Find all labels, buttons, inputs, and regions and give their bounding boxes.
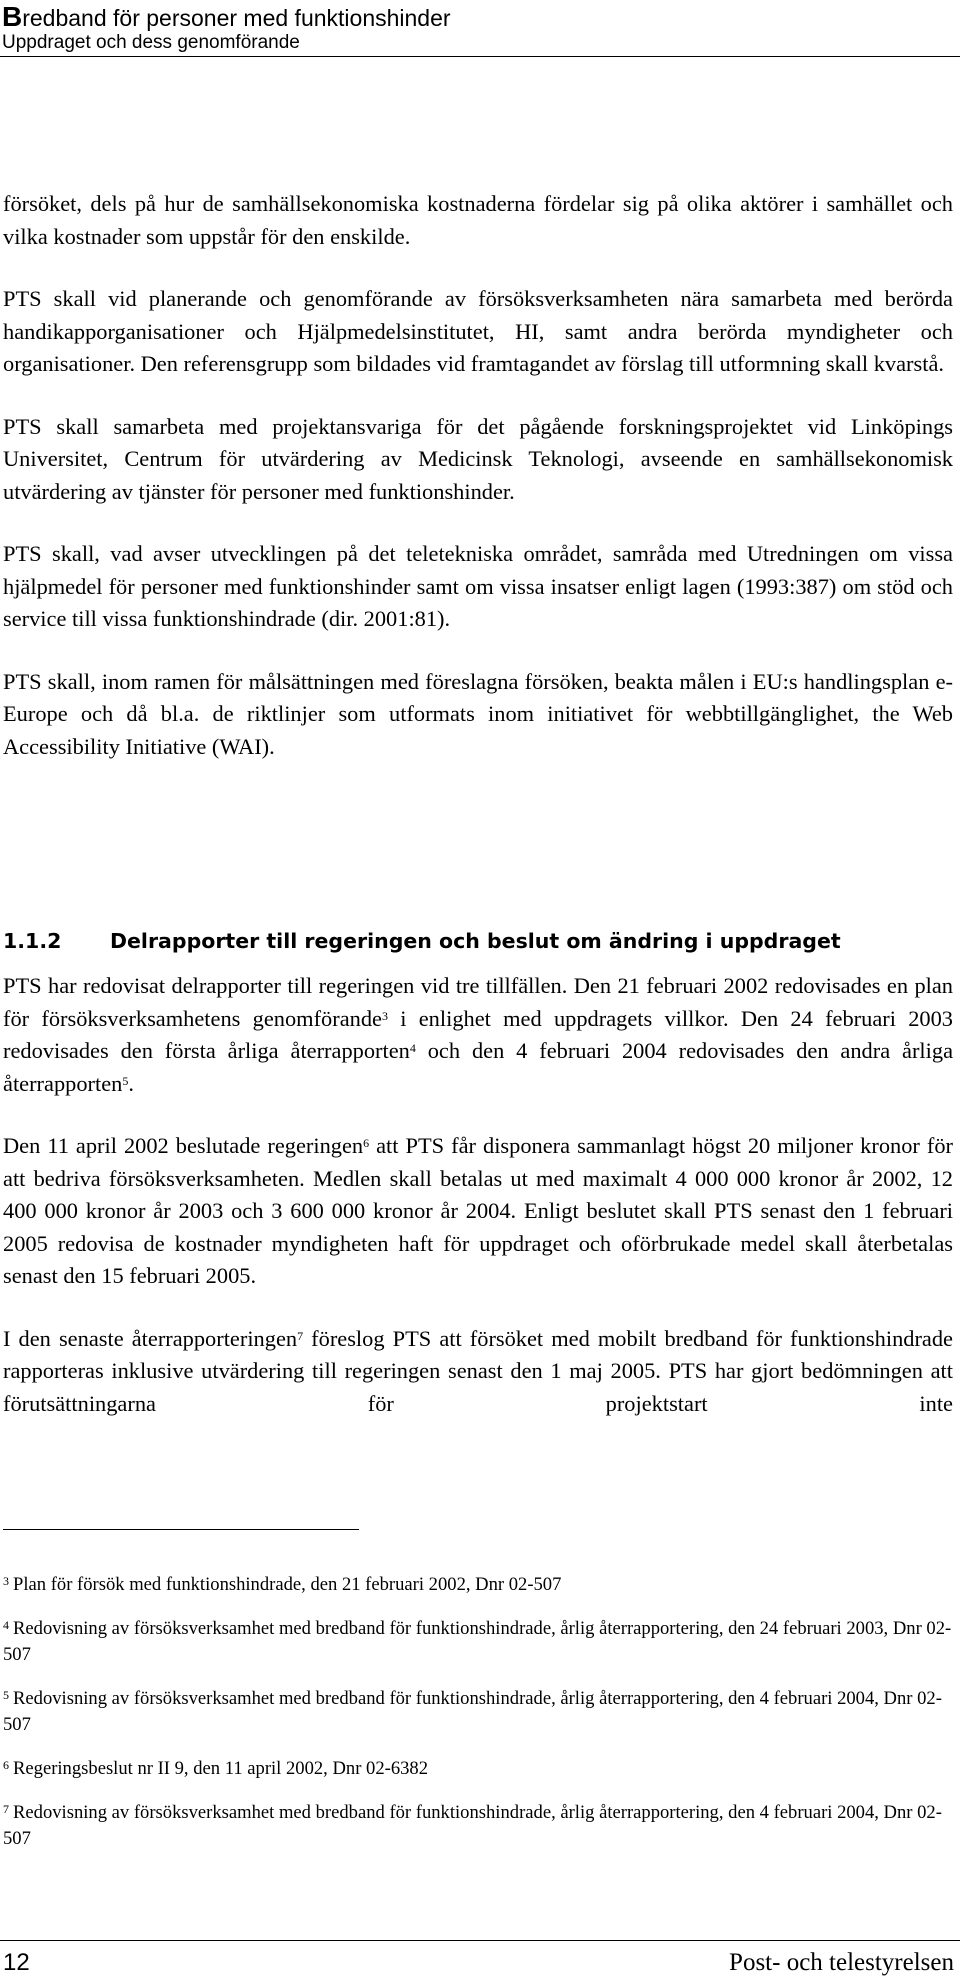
footnote-separator: [3, 1529, 359, 1530]
footnote-4: [3, 1616, 953, 1668]
paragraph-6: [3, 970, 953, 1100]
footnote-ref-7[interactable]: 7: [297, 1328, 304, 1343]
paragraph-8: [3, 1323, 953, 1421]
footnote-text: Plan för försök med funktionshindrade, den 21 februari 2002, Dnr 02-507: [13, 1574, 562, 1595]
footnote-text: Regeringsbeslut nr II 9, den 11 april 2002, Dnr 02-6382: [13, 1758, 429, 1779]
footnote-3: [3, 1572, 953, 1598]
paragraph-7-text-b: att PTS får disponera sammanlagt högst 20 miljoner kronor för att bedriva försöksverksamheten. Medlen skall betalas ut med maximalt 4 000 000 kronor år 2002, 12 400 000 kronor år 2003 och 3 600 000 kronor år 2004. Enligt beslutet skall PTS senast den 1 februari 2005 redovisa de kostnader myndigheten haft för uppdraget och oförbrukade medel skall återbetalas senast den 15 februari 2005.: [3, 1133, 953, 1288]
paragraph-6-text-c: och den 4 februari 2004 redovisades den andra årliga återrapporten: [3, 1038, 954, 1096]
footnote-number: 3: [3, 1574, 9, 1588]
body-text-bottom: [3, 970, 953, 1420]
paragraph-7-text-a: Den 11 april 2002 beslutade regeringen: [3, 1133, 364, 1158]
chapter-title: Uppdraget och dess genomförande: [2, 32, 300, 53]
footnote-5: [3, 1686, 953, 1738]
paragraph-5: PTS skall, inom ramen för målsättningen med föreslagna försöken, beakta målen i EU:s handlingsplan e-Europe och då bl.a. de riktlinjer som utformats inom initiativet för webbtillgänglighet, the Web Accessibility Initiative (WAI).: [3, 668, 953, 759]
running-header: [0, 0, 960, 60]
page-number: 12: [3, 1949, 30, 1976]
document-title-initial: B: [2, 1, 23, 32]
document-title: [2, 1, 451, 32]
footnote-number: 7: [3, 1802, 9, 1816]
footnote-ref-4[interactable]: 4: [409, 1041, 416, 1055]
paragraph-6-text-d: .: [128, 1070, 134, 1096]
footnote-ref-3[interactable]: 3: [381, 1008, 388, 1023]
paragraph-1: försöket, dels på hur de samhällsekonomiska kostnaderna fördelar sig på olika aktörer i samhället och vilka kostnader som uppstår för den enskilde.: [3, 191, 953, 249]
footnote-7: [3, 1800, 953, 1852]
paragraph-2: PTS skall vid planerande och genomförande av försöksverksamheten nära samarbeta med berörda handikapporganisationer och Hjälpmedelsinstitutet, HI, samt andra berörda myndigheter och organisationer. Den referensgrupp som bildades vid framtagandet av förslag till utformning skall kvarstå.: [3, 286, 953, 376]
footnote-text: Redovisning av försöksverksamhet med bredband för funktionshindrade, årlig återrapportering, den 24 februari 2003, Dnr 02-507: [3, 1618, 952, 1665]
body-text-top: [3, 188, 953, 763]
footnote-ref-6[interactable]: 6: [363, 1136, 370, 1150]
paragraph-3: PTS skall samarbeta med projektansvariga för det pågående forskningsprojektet vid Linköpings Universitet, Centrum för utvärdering av Medicinsk Teknologi, avseende en samhällsekonomisk utvärdering av tjänster för personer med funktionshinder.: [3, 413, 953, 504]
paragraph-6-text-b: i enlighet med uppdragets villkor. Den 24 februari 2003 redovisades den första årliga återrapporten: [3, 1005, 953, 1063]
paragraph-6-text-a: PTS har redovisat delrapporter till regeringen vid tre tillfällen. Den 21 februari 2002 redovisades en plan för försöksverksamhetens genomförande: [3, 973, 953, 1031]
header-divider: [0, 56, 960, 57]
footer-organization: Post- och telestyrelsen: [729, 1949, 954, 1976]
paragraph-8-text-b: föreslog PTS att försöket med mobilt bredband för funktionshindrade rapporteras inklusive utvärdering till regeringen senast den 1 maj 2005. PTS har gjort bedömningen att förutsättningarna för projektstart inte: [3, 1325, 953, 1416]
footnote-text: Redovisning av försöksverksamhet med bredband för funktionshindrade, årlig återrapportering, den 4 februari 2004, Dnr 02-507: [3, 1802, 942, 1849]
document-title-rest: redband för personer med funktionshinder: [22, 5, 451, 31]
section-heading: [3, 924, 953, 958]
paragraph-7: [3, 1130, 953, 1293]
footnote-number: 6: [3, 1758, 9, 1772]
paragraph-4: PTS skall, vad avser utvecklingen på det teletekniska området, samråda med Utredningen om vissa hjälpmedel för personer med funktionshinder samt om vissa insatser enligt lagen (1993:387) om stöd och service till vissa funktionshindrade (dir. 2001:81).: [3, 541, 953, 631]
footnotes: [3, 1572, 953, 1870]
footnote-number: 4: [3, 1618, 9, 1632]
section-number: 1.1.2: [3, 929, 62, 953]
paragraph-8-text-a: I den senaste återrapporteringen: [3, 1325, 298, 1351]
footer-divider: [0, 1940, 960, 1941]
footnote-text: Redovisning av försöksverksamhet med bredband för funktionshindrade, årlig återrapportering, den 4 februari 2004, Dnr 02-507: [3, 1688, 942, 1735]
footnote-6: [3, 1756, 953, 1782]
section-title: Delrapporter till regeringen och beslut om ändring i uppdraget: [110, 929, 841, 953]
footnote-ref-5[interactable]: 5: [122, 1073, 129, 1088]
footnote-number: 5: [3, 1688, 9, 1702]
